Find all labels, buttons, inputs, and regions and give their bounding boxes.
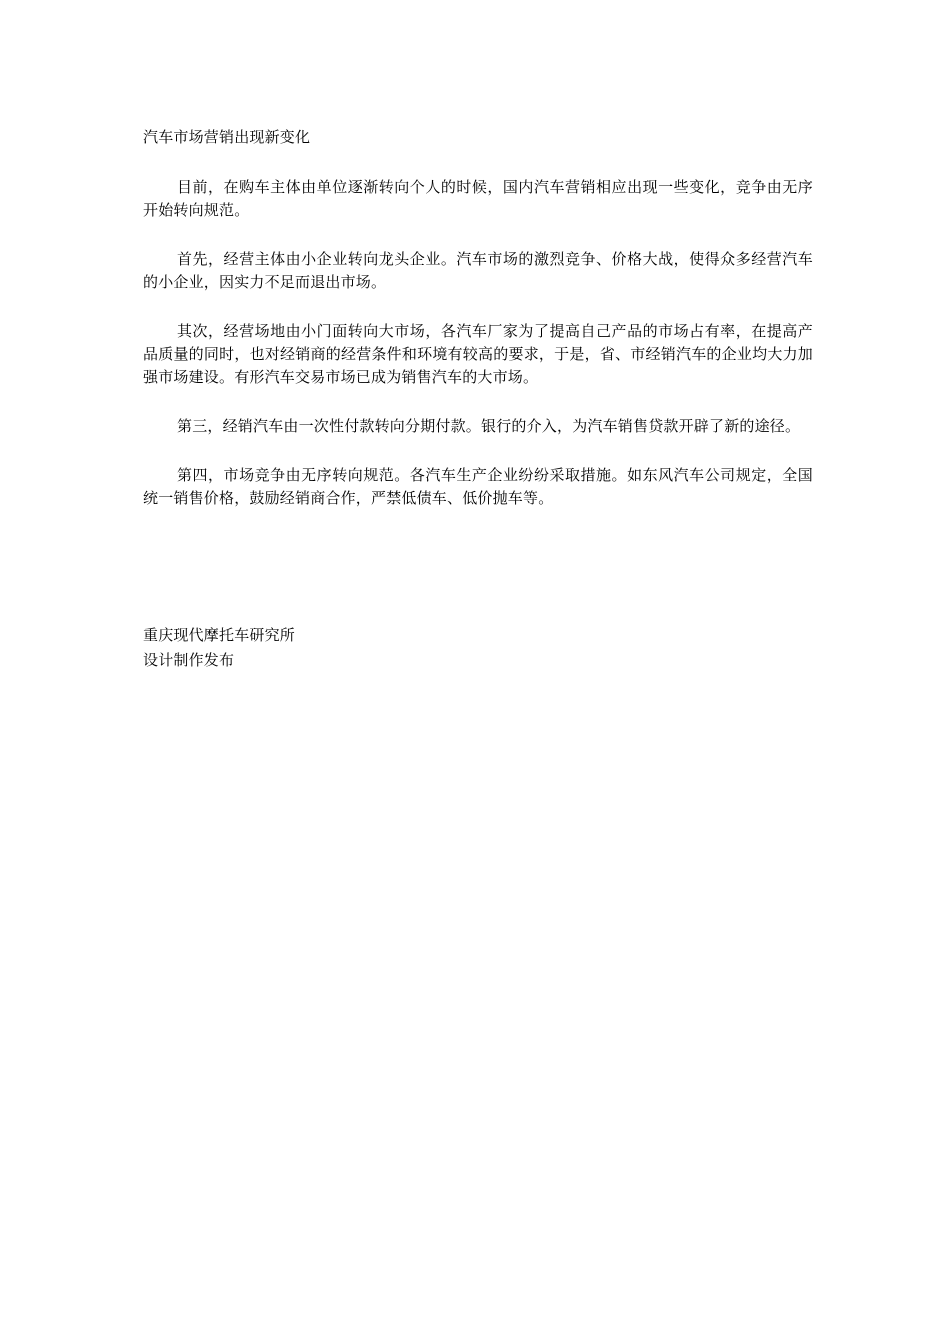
article-body (143, 126, 813, 536)
article-title: 汽车市场营销出现新变化 (143, 128, 311, 146)
paragraph-third: 第三，经销汽车由一次性付款转向分期付款。银行的介入，为汽车销售贷款开辟了新的途径。 (177, 417, 801, 435)
footer-organization: 重庆现代摩托车研究所 (143, 626, 296, 644)
paragraph-fourth: 第四，市场竞争由无序转向规范。各汽车生产企业纷纷采取措施。如东风汽车公司规定，全国统一销售价格，鼓励经销商合作，严禁低债车、低价抛车等。 (143, 466, 813, 507)
paragraph-first: 首先，经营主体由小企业转向龙头企业。汽车市场的激烈竞争、价格大战，使得众多经营汽车的小企业，因实力不足而退出市场。 (143, 250, 813, 291)
footer-credit: 设计制作发布 (143, 651, 235, 669)
document-footer (143, 623, 295, 673)
paragraph-intro: 目前，在购车主体由单位逐渐转向个人的时候，国内汽车营销相应出现一些变化，竞争由无序开始转向规范。 (143, 178, 813, 219)
paragraph-second: 其次，经营场地由小门面转向大市场，各汽车厂家为了提高自己产品的市场占有率，在提高产品质量的同时，也对经销商的经营条件和环境有较高的要求，于是，省、市经销汽车的企业均大力加强市场建设。有形汽车交易市场已成为销售汽车的大市场。 (143, 322, 813, 386)
